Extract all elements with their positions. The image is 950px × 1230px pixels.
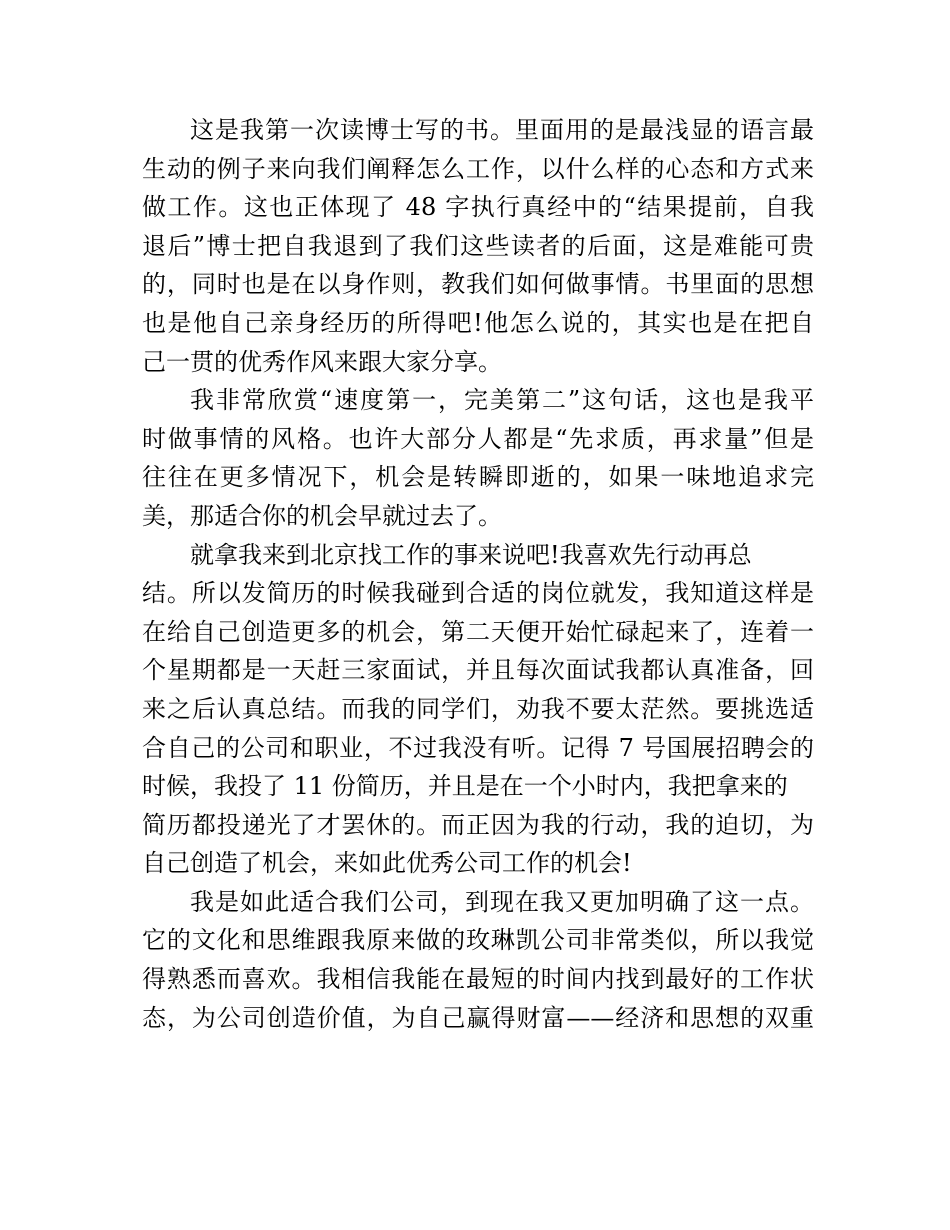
- text-line: 个星期都是一天赶三家面试，并且每次面试我都认真准备，回: [142, 656, 814, 685]
- text-line: 的，同时也是在以身作则，教我们如何做事情。书里面的思想: [142, 270, 814, 299]
- paragraph-1: [142, 111, 814, 381]
- text-line: 结。所以发简历的时候我碰到合适的岗位就发，我知道这样是: [142, 579, 814, 608]
- text-line: 往往在更多情况下，机会是转瞬即逝的，如果一味地追求完: [142, 463, 814, 492]
- text-line: 也是他自己亲身经历的所得吧!他怎么说的，其实也是在把自: [142, 308, 814, 337]
- text-line: 生动的例子来向我们阐释怎么工作，以什么样的心态和方式来: [142, 154, 814, 183]
- text-line: 得熟悉而喜欢。我相信我能在最短的时间内找到最好的工作状: [142, 965, 814, 994]
- paragraph-4: [142, 883, 814, 1037]
- paragraph-3: [142, 536, 814, 883]
- text-line: 合自己的公司和职业，不过我没有听。记得 7 号国展招聘会的: [142, 733, 814, 762]
- text-line: 自己创造了机会，来如此优秀公司工作的机会!: [142, 849, 632, 878]
- text-line: 态，为公司创造价值，为自己赢得财富——经济和思想的双重: [142, 1003, 814, 1032]
- text-line: 退后”博士把自我退到了我们这些读者的后面，这是难能可贵: [142, 231, 814, 260]
- text-line: 我非常欣赏“速度第一，完美第二”这句话，这也是我平: [190, 386, 814, 415]
- text-line: 来之后认真总结。而我的同学们，劝我不要太茫然。要挑选适: [142, 694, 814, 723]
- text-line: 在给自己创造更多的机会，第二天便开始忙碌起来了，连着一: [142, 617, 814, 646]
- document-page: [142, 111, 814, 1037]
- text-line: 简历都投递光了才罢休的。而正因为我的行动，我的迫切，为: [142, 810, 814, 839]
- text-line: 己一贯的优秀作风来跟大家分享。: [142, 347, 502, 376]
- text-line: 时做事情的风格。也许大部分人都是“先求质，再求量”但是: [142, 424, 814, 453]
- text-line: 时候，我投了 11 份简历，并且是在一个小时内，我把拿来的: [142, 772, 788, 801]
- text-line: 做工作。这也正体现了 48 字执行真经中的“结果提前，自我: [142, 193, 814, 222]
- text-line: 我是如此适合我们公司，到现在我又更加明确了这一点。: [190, 887, 814, 916]
- paragraph-2: [142, 381, 814, 535]
- text-line: 这是我第一次读博士写的书。里面用的是最浅显的语言最: [190, 116, 814, 144]
- text-line: 美，那适合你的机会早就过去了。: [142, 501, 502, 530]
- text-line: 就拿我来到北京找工作的事来说吧!我喜欢先行动再总: [190, 540, 752, 569]
- text-line: 它的文化和思维跟我原来做的玫琳凯公司非常类似，所以我觉: [142, 926, 814, 955]
